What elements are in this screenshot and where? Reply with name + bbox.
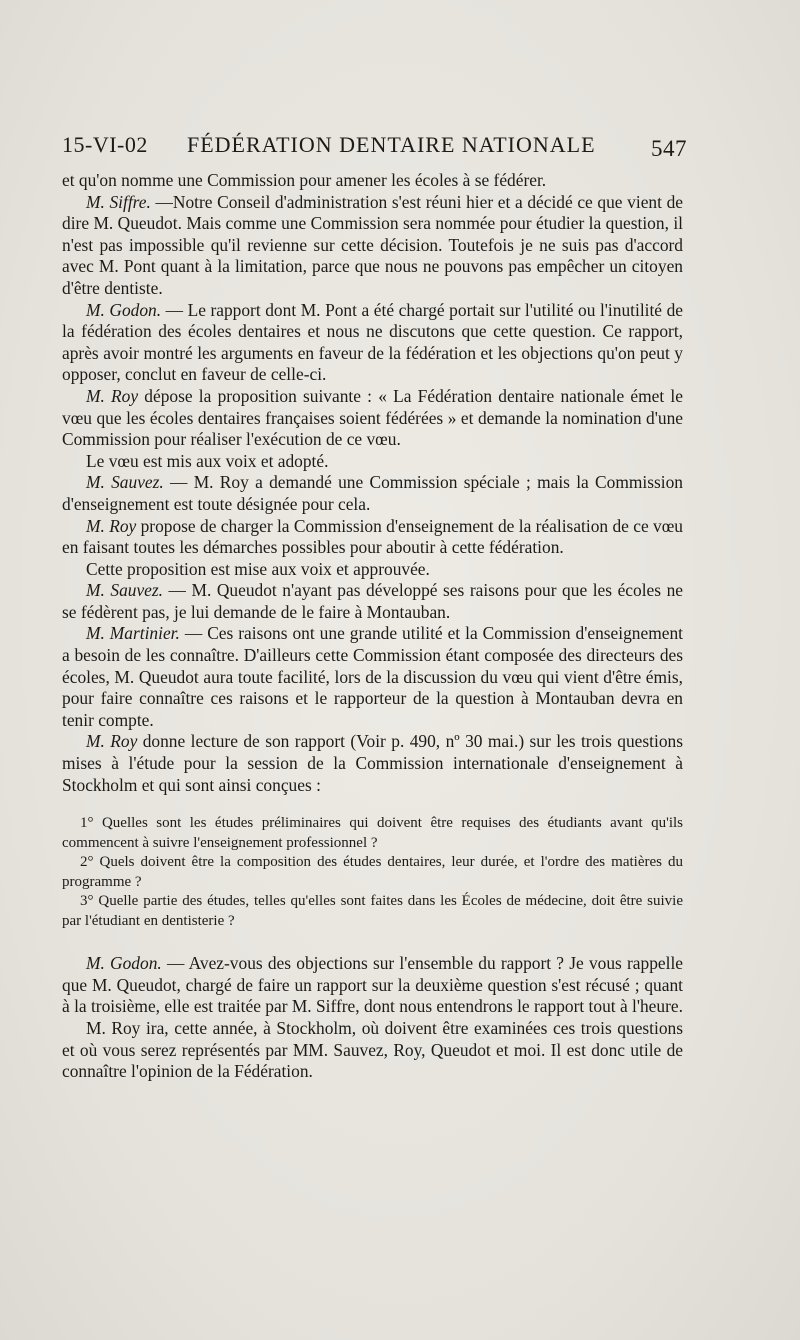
paragraph-text: — M. Roy a demandé une Commission spéciale ; mais la Commission d'enseignement est toute désignée pour cela. [62,472,683,514]
speaker-name: M. Sauvez. [86,580,164,601]
paragraph-text: M. Roy ira, cette année, à Stockholm, où doivent être examinées ces trois questions et où vous serez représentés par MM. Sauvez, Roy, Queudot et moi. Il est donc utile de connaître l'opinion de la Fédération. [62,1018,683,1082]
paragraph-text: — M. Queudot n'ayant pas développé ses raisons pour que les écoles ne se fédèrent pas, je lui demande de le faire à Montauban. [62,580,683,622]
paragraph-text: — Avez-vous des objections sur l'ensemble du rapport ? Je vous rappelle que M. Queudot, chargé de faire un rapport sur la deuxième question s'est récusé ; quant à la troisième, elle est traitée par M. Siffre, dont nous entendrons le rapport tout à l'heure. [62,953,684,1017]
paragraph [62,192,683,300]
page-number: 547 [651,136,687,161]
paragraph-text: et qu'on nomme une Commission pour amener les écoles à se fédérer. [62,170,547,190]
questions-list [62,814,683,931]
speaker-name: M. Siffre. [86,191,151,212]
paragraph [62,386,683,451]
speaker-name: M. Roy [86,731,138,752]
question-item: 3° Quelle partie des études, telles qu'elles sont faites dans les Écoles de médecine, doit être suivie par l'étudiant en dentisterie ? [62,893,683,929]
speaker-name: M. Sauvez. [86,472,164,493]
paragraph-text: donne lecture de son rapport (Voir p. 490, nº 30 mai.) sur les trois questions mises à l'étude pour la session de la Commission internationale d'enseignement à Stockholm et qui sont ainsi conçues : [62,731,683,795]
body-text [62,170,683,1083]
paragraph [62,559,683,581]
paragraph [62,472,683,515]
paragraph-text: — Le rapport dont M. Pont a été chargé portait sur l'utilité ou l'inutilité de la fédération des écoles dentaires et nous ne discutons que cette question. Ce rapport, après avoir montré les arguments en faveur de la fédération et les objections qu'on peut y opposer, conclut en faveur de celle-ci. [62,299,683,385]
speaker-name: M. Roy [86,385,139,406]
paragraph [62,623,683,731]
paragraph-text: propose de charger la Commission d'enseignement de la réalisation de ce vœu en faisant toutes les démarches possibles pour aboutir à cette fédération. [62,515,683,558]
running-title: FÉDÉRATION DENTAIRE NATIONALE [187,132,596,157]
paragraph-text: —Notre Conseil d'administration s'est réuni hier et a décidé ce que vient de dire M. Queudot. Mais comme une Commission sera nommée pour étudier la question, il n'est pas impossible qu'il revienne sur cette décision. Toutefois je ne suis pas d'accord avec M. Pont quant à la limitation, parce que nous ne pouvons pas empêcher un citoyen d'être dentiste. [62,191,683,298]
speaker-name: M. Martinier. [86,623,180,644]
question-item: 1° Quelles sont les études préliminaires qui doivent être requises des étudiants avant qu'ils commencent à suivre l'enseignement professionnel ? [62,815,683,851]
speaker-name: M. Godon. [86,953,162,974]
paragraph [62,300,683,386]
paragraph [62,1018,683,1083]
question-item: 2° Quels doivent être la composition des études dentaires, leur durée, et l'ordre des matières du programme ? [62,854,683,890]
paragraph [62,170,683,192]
paragraph [62,580,683,623]
paragraph [62,516,683,559]
speaker-name: M. Godon. [86,299,162,320]
paragraph [62,451,683,473]
paragraph [62,953,683,1018]
paragraph-text: Le vœu est mis aux voix et adopté. [86,450,329,471]
paragraph-text: Cette proposition est mise aux voix et approuvée. [86,558,430,579]
running-header [62,130,687,166]
paragraph-text: dépose la proposition suivante : « La Fédération dentaire nationale émet le vœu que les écoles dentaires françaises soient fédérées » et demande la nomination d'une Commission pour réaliser l'exécution de ce vœu. [62,385,683,450]
speaker-name: M. Roy [86,515,137,536]
header-date: 15-VI-02 [62,132,148,157]
paragraph-text: — Ces raisons ont une grande utilité et la Commission d'enseignement a besoin de les connaître. D'ailleurs cette Commission étant composée des directeurs des écoles, M. Queudot aura toute facilité, lors de la discussion du vœu qui vient d'être émis, pour faire connaître ces raisons et le rapporteur de la question à Montauban devra en tenir compte. [62,623,683,730]
paragraph [62,731,683,796]
